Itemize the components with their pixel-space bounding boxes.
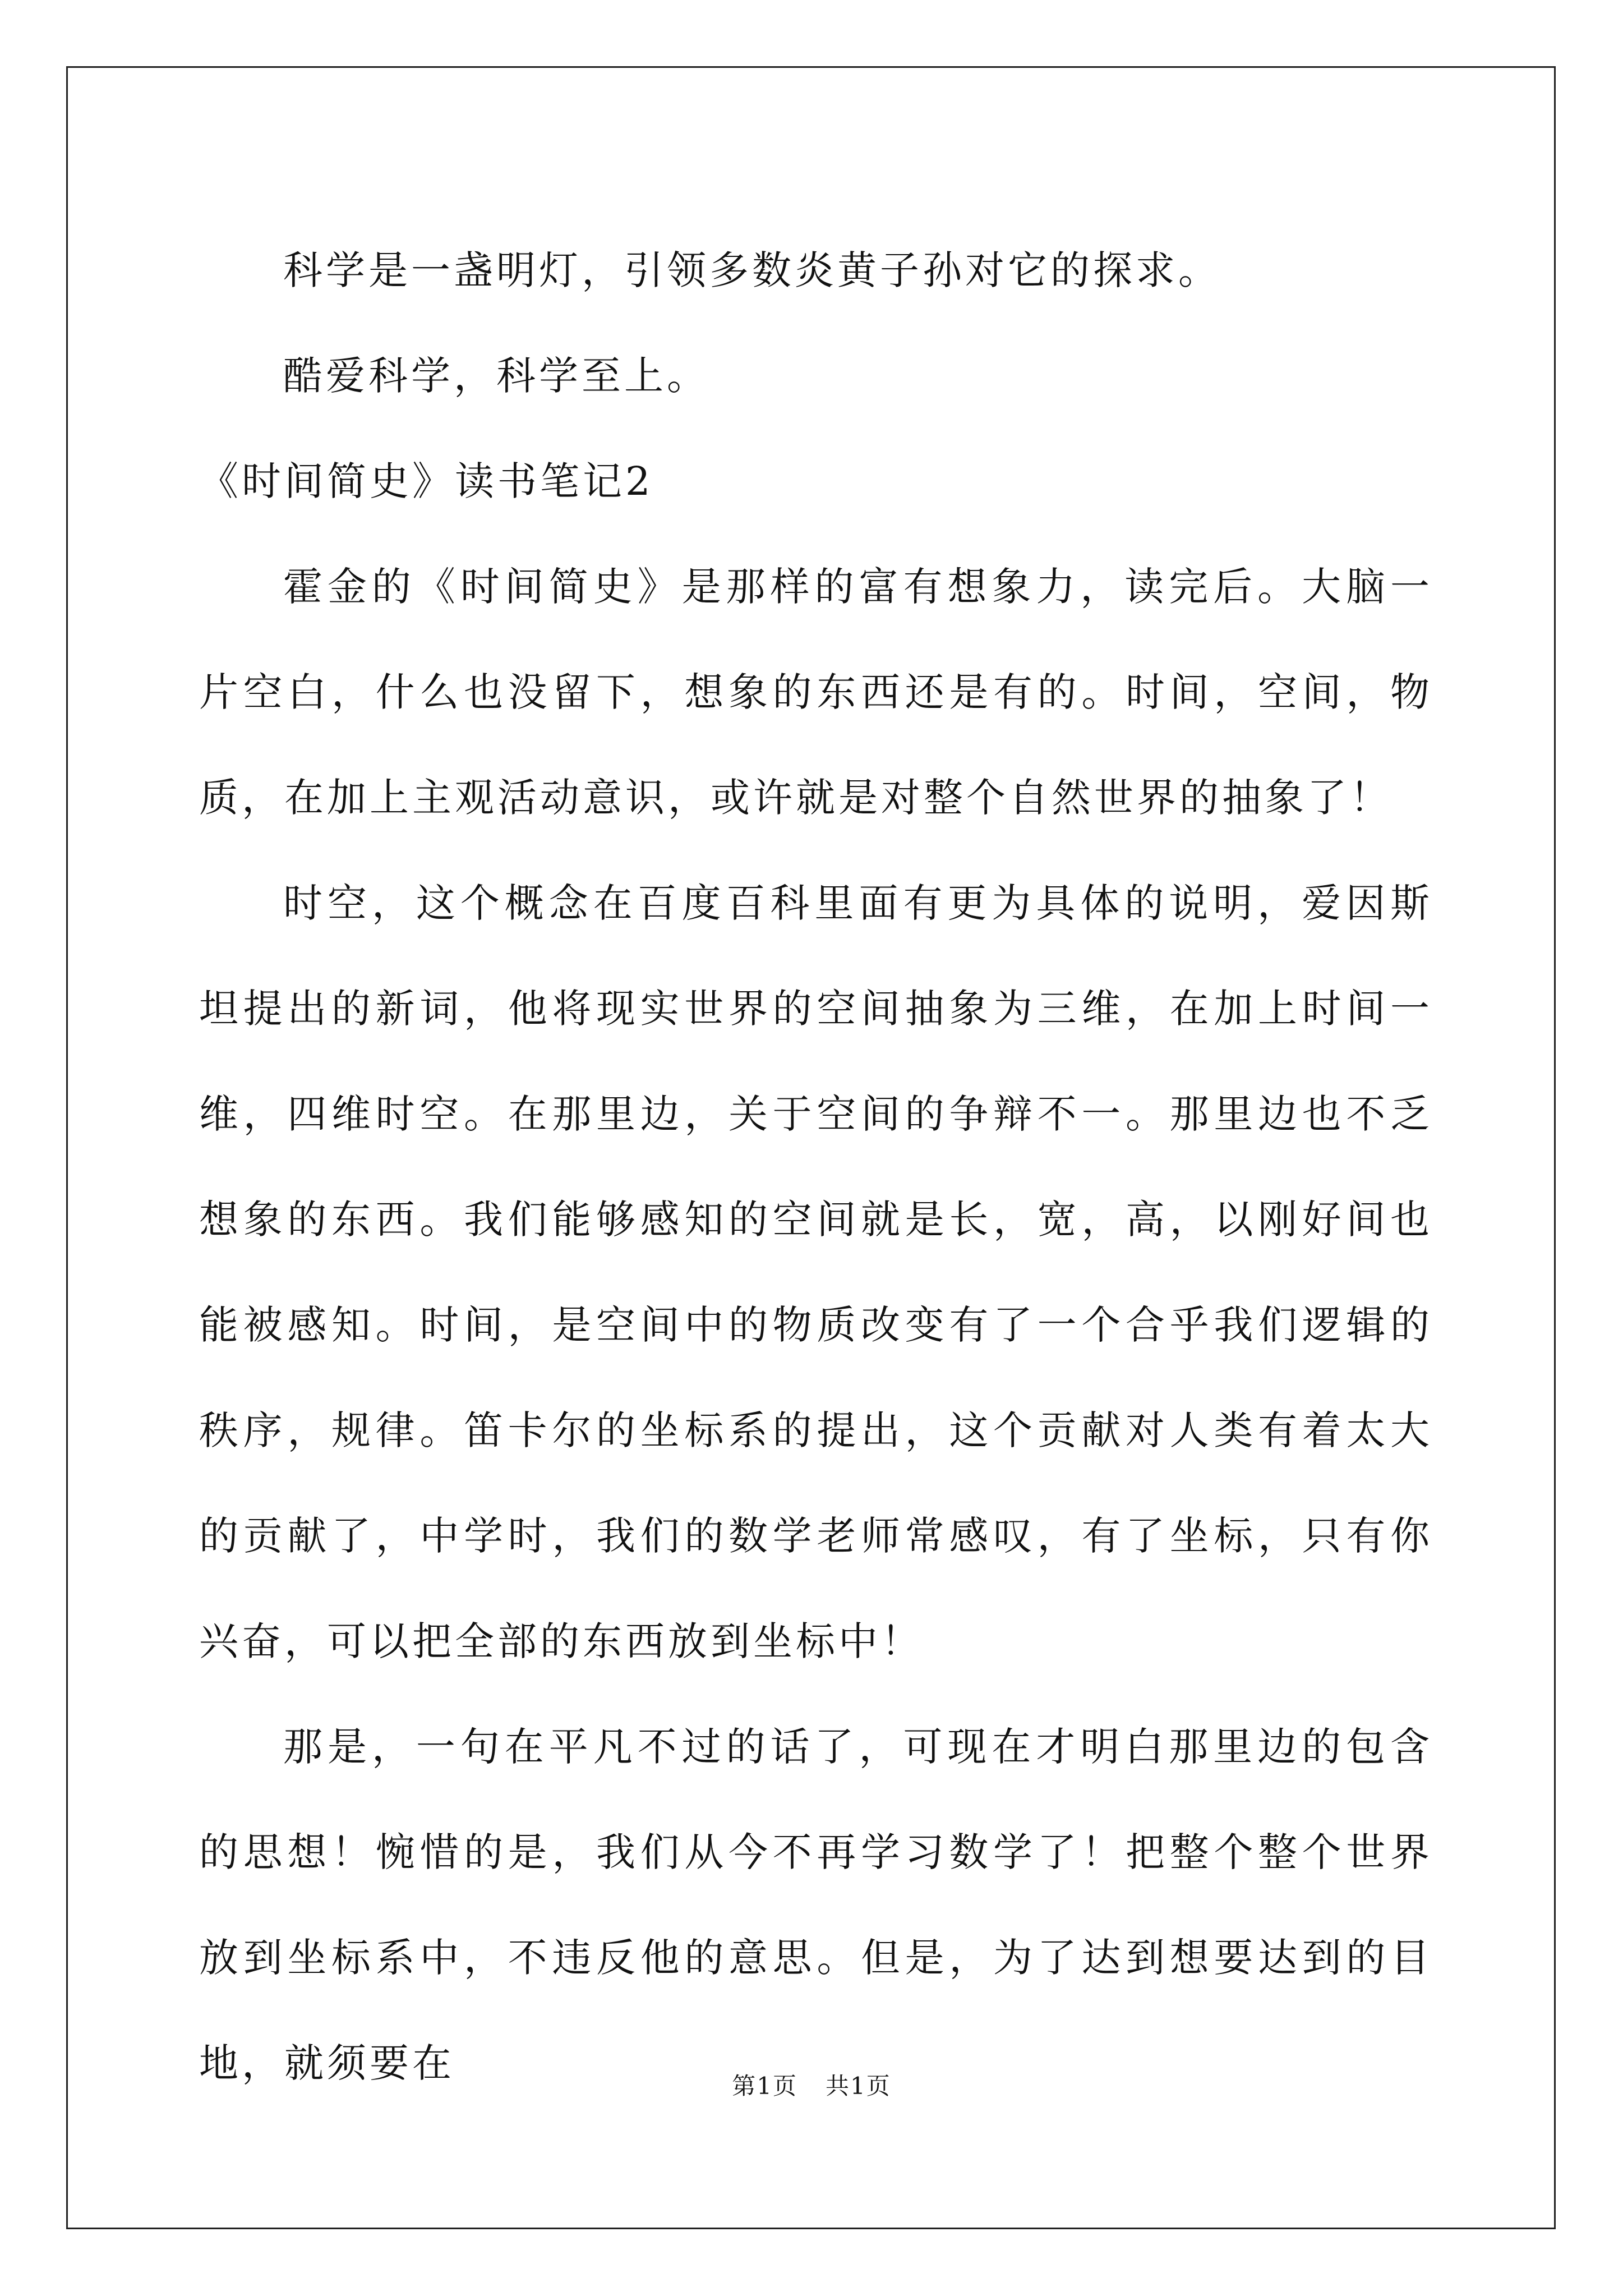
paragraph-hawking-intro: 霍金的《时间简史》是那样的富有想象力，读完后。大脑一片空白，什么也没留下，想象的东西还是有的。时间，空间，物质，在加上主观活动意识，或许就是对整个自然世界的抽象了！ [199,564,1433,821]
paragraph-science-lamp: 科学是一盏明灯，引领多数炎黄子孙对它的探求。 [283,247,1221,293]
section-heading: 《时间简史》读书笔记2 [199,458,654,504]
paragraph-spacetime: 时空，这个概念在百度百科里面有更为具体的说明，爱因斯坦提出的新词，他将现实世界的空间抽象为三维，在加上时间一维，四维时空。在那里边，关于空间的争辩不一。那里边也不乏想象的东西。我们能够感知的空间就是长，宽，高，以刚好间也能被感知。时间，是空间中的物质改变有了一个合乎我们逻辑的秩序，规律。笛卡尔的坐标系的提出，这个贡献对人类有着太大的贡献了，中学时，我们的数学老师常感叹，有了坐标，只有你兴奋，可以把全部的东西放到坐标中！ [199,880,1433,1664]
page-total: 共1页 [826,2072,891,2100]
page-number: 第1页 [732,2072,797,2100]
paragraph-love-science: 酷爱科学，科学至上。 [283,353,709,399]
document-body [199,218,1433,2116]
page-footer [0,2068,1623,2101]
paragraph-coordinates: 那是，一句在平凡不过的话了，可现在才明白那里边的包含的思想！惋惜的是，我们从今不再学习数学了！把整个整个世界放到坐标系中，不违反他的意思。但是，为了达到想要达到的目地，就须要在 [199,1724,1433,2086]
